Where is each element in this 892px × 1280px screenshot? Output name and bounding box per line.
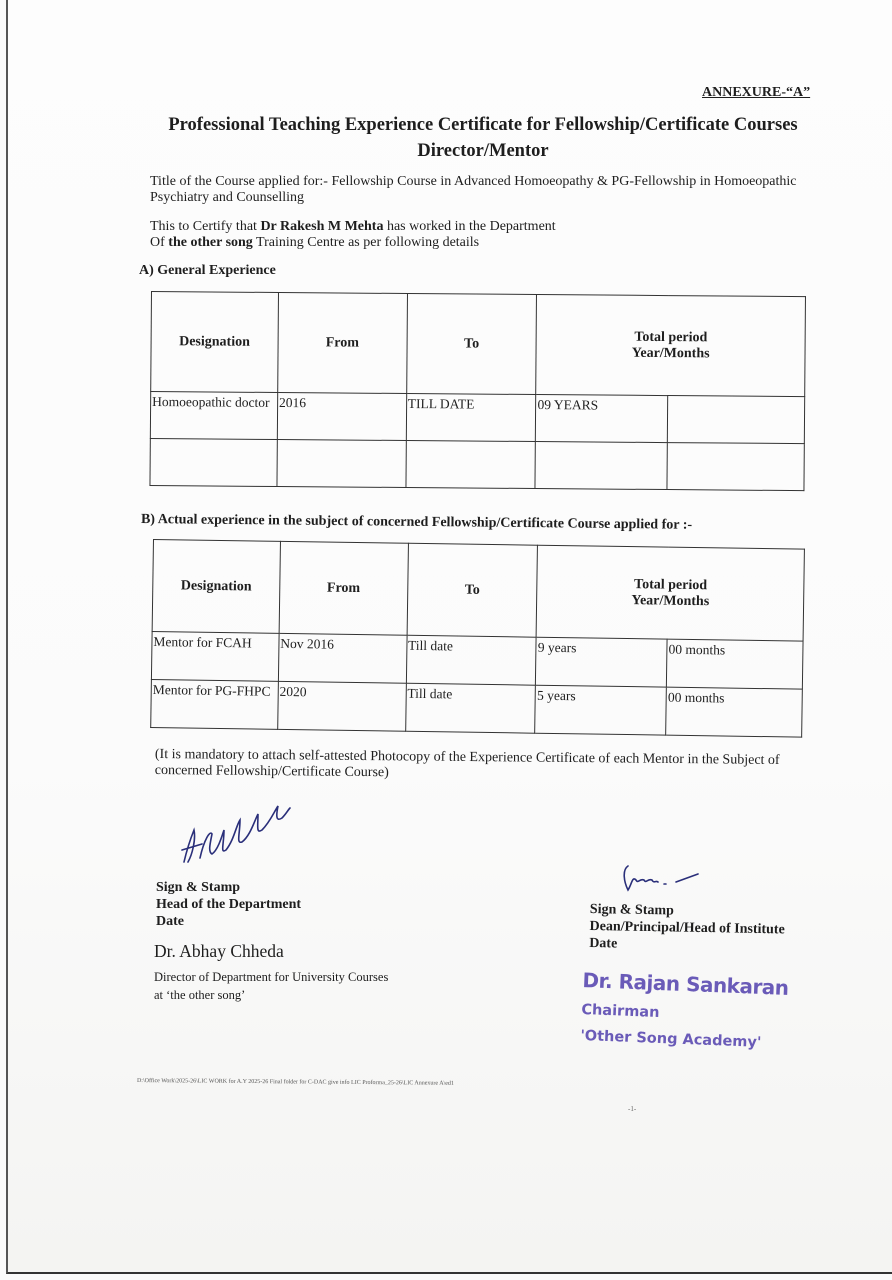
header-designation: Designation (152, 540, 280, 634)
signatory-position: Head of the Department (156, 897, 302, 912)
date-label: Date (589, 935, 618, 952)
cell-designation: Mentor for PG-FHPC (151, 679, 279, 729)
general-experience-table (149, 291, 806, 491)
certify-statement (150, 219, 810, 251)
institute-stamp (580, 968, 789, 1052)
section-a-heading: A) General Experience (139, 263, 276, 278)
document-page (6, 0, 892, 1274)
cell-months: 00 months (666, 687, 803, 737)
stamp-org: 'Other Song Academy' (580, 1027, 762, 1051)
cell-to: Till date (406, 635, 536, 685)
cell-to (406, 441, 536, 489)
right-signatory-block (589, 901, 785, 955)
cell-years: 5 years (535, 685, 666, 735)
actual-experience-table (150, 539, 805, 738)
table-row (151, 679, 803, 737)
cell-months (668, 396, 805, 444)
left-signatory-role (154, 968, 388, 1004)
cell-designation (150, 438, 277, 486)
role-line: Director of Department for University Courses (154, 970, 389, 984)
document-title (128, 112, 838, 164)
course-applied: Title of the Course applied for:- Fellowship Course in Advanced Homoeopathy & PG-Fellowship in Homoeopathic Psychiatry and Counselling (150, 174, 797, 205)
left-signatory-block (156, 879, 301, 930)
stamp-title: Chairman (581, 1001, 660, 1021)
table-header-row (152, 540, 804, 642)
page-number: -1- (628, 1105, 637, 1113)
header-to: To (406, 294, 537, 395)
certify-suffix: Training Centre as per following details (252, 235, 480, 250)
title-line-1: Professional Teaching Experience Certificate for Fellowship/Certificate Courses (168, 115, 798, 135)
certify-mid: has worked in the Department (383, 219, 556, 234)
table-row (150, 438, 804, 490)
mandatory-note: (It is mandatory to attach self-attested Photocopy of the Experience Certificate of each Mentor in the Subject of concerned Fellowship/Certificate Course) (154, 747, 780, 781)
cell-from: 2020 (278, 681, 406, 731)
table-row (150, 392, 804, 444)
signature-right-icon (598, 862, 708, 897)
org-line: at ‘the other song’ (154, 988, 246, 1002)
cell-months: 00 months (667, 639, 804, 689)
cell-designation: Mentor for FCAH (151, 631, 279, 681)
cell-from (277, 439, 406, 487)
title-line-2: Director/Mentor (417, 141, 549, 161)
date-label: Date (156, 914, 184, 929)
certify-prefix: This to Certify that (150, 219, 261, 234)
section-b-heading: B) Actual experience in the subject of concerned Fellowship/Certificate Course applied for :- (140, 512, 693, 533)
header-from: From (279, 541, 408, 635)
cell-years (535, 442, 667, 490)
cell-designation: Homoeopathic doctor (150, 392, 277, 440)
certify-of: Of (150, 235, 169, 250)
header-total-period: Total period Year/Months (536, 545, 804, 641)
cell-months (667, 443, 804, 491)
signature-left-icon (178, 800, 293, 870)
cell-from: Nov 2016 (278, 633, 406, 683)
header-to: To (407, 543, 538, 637)
certified-person: Dr Rakesh M Mehta (260, 219, 384, 234)
cell-years: 9 years (536, 637, 667, 687)
header-designation: Designation (151, 292, 279, 393)
signatory-position: Dean/Principal/Head of Institute (589, 918, 785, 938)
stamp-name: Dr. Rajan Sankaran (582, 968, 790, 1000)
cell-from: 2016 (277, 392, 406, 440)
certify-org: the other song (168, 235, 253, 250)
cell-to: TILL DATE (406, 394, 536, 442)
header-total-period: Total period Year/Months (536, 295, 805, 397)
sign-stamp-label: Sign & Stamp (156, 880, 241, 895)
footer-file-path: D:\Office Work\2025-26\LIC WORK for A.Y 2025-26 Final folder for C-DAC give info LIC Proforma_25-26\LIC Annexure A\ed1 (136, 1078, 454, 1087)
sign-stamp-label: Sign & Stamp (589, 901, 675, 919)
table-header-row (151, 292, 806, 397)
cell-to: Till date (405, 683, 535, 733)
left-signatory-name: Dr. Abhay Chheda (154, 941, 284, 961)
cell-years: 09 YEARS (536, 395, 668, 443)
header-from: From (278, 293, 408, 394)
annexure-label: ANNEXURE-“A” (702, 85, 811, 100)
